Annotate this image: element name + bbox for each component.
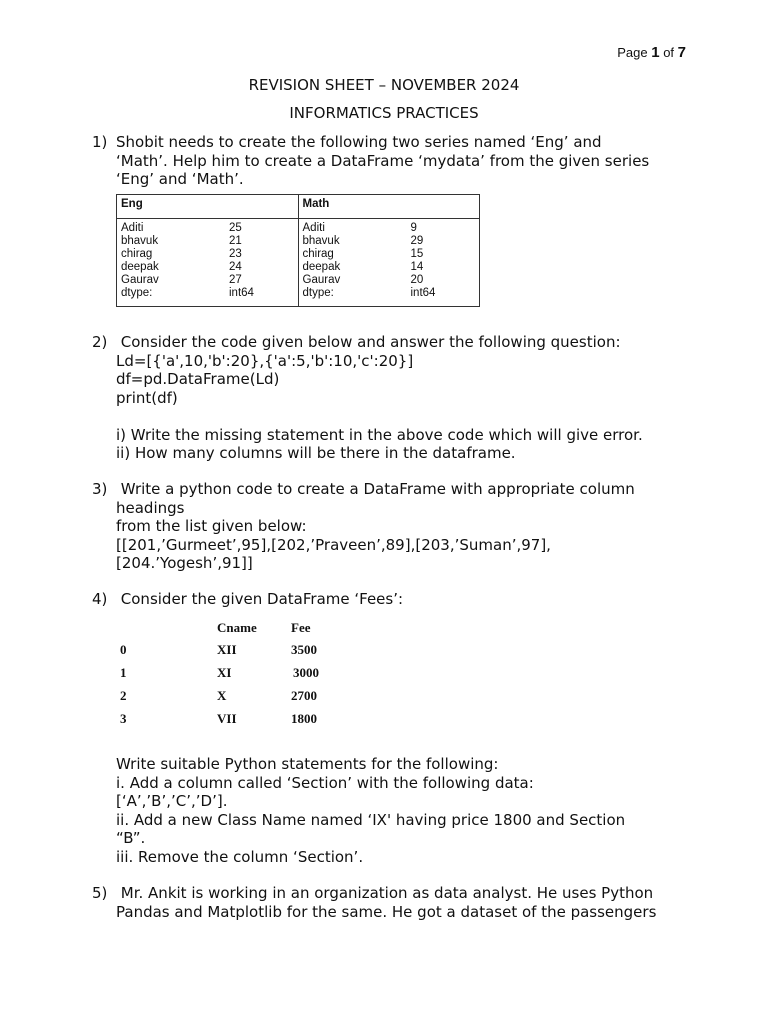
question-text: headings <box>116 498 185 517</box>
question-text: ii. Add a new Class Name named ‘IX' having price 1800 and Section <box>116 810 626 829</box>
question-text: Shobit needs to create the following two series named ‘Eng’ and <box>116 133 602 151</box>
table-row <box>121 287 294 300</box>
question-text: Write suitable Python statements for the following: <box>116 755 499 773</box>
math-series <box>298 219 480 307</box>
table-row <box>303 235 476 248</box>
fee-cell: 1800 <box>291 711 317 726</box>
row-label: Aditi <box>302 222 325 234</box>
question-text: “B”. <box>116 829 146 847</box>
table-row <box>121 248 294 261</box>
row-label: dtype: <box>121 287 153 299</box>
fee-cell: 3500 <box>291 642 317 657</box>
row-index: 3 <box>120 711 127 726</box>
row-value: 15 <box>410 248 424 260</box>
row-label: deepak <box>302 261 341 273</box>
table-row <box>303 287 476 300</box>
question-number: 3) <box>92 480 108 498</box>
fee-cell: 3000 <box>293 665 319 680</box>
row-label: Gaurav <box>121 274 159 286</box>
row-value: 9 <box>410 222 417 234</box>
code-line: df=pd.DataFrame(Ld) <box>116 370 280 388</box>
question-4 <box>92 590 692 609</box>
question-text: [204.’Yogesh’,91]] <box>116 554 253 572</box>
question-number: 5) <box>92 884 108 902</box>
eng-math-table <box>116 194 480 307</box>
row-value: 23 <box>229 248 242 260</box>
row-label: bhavuk <box>302 235 340 247</box>
question-4-tasks <box>92 755 692 866</box>
question-text: [‘A’,’B’,’C’,’D’]. <box>116 792 228 810</box>
fee-cell: 2700 <box>291 688 317 703</box>
page-number <box>617 44 686 61</box>
table-row <box>121 261 294 274</box>
row-value: 29 <box>410 235 424 247</box>
question-3 <box>92 480 692 573</box>
row-value: 25 <box>229 222 242 234</box>
cname-cell: X <box>217 688 227 703</box>
column-header: Fee <box>291 620 311 635</box>
table-row <box>303 261 476 274</box>
row-value: int64 <box>410 287 436 299</box>
row-value: int64 <box>229 287 254 299</box>
cname-cell: VII <box>217 711 237 726</box>
question-text: Mr. Ankit is working in an organization as data analyst. He uses Python <box>116 884 654 902</box>
row-label: bhavuk <box>121 235 159 247</box>
question-text: Consider the code given below and answer the following question: <box>116 333 621 351</box>
table-row <box>303 274 476 287</box>
row-value: 20 <box>410 274 424 286</box>
question-number: 1) <box>92 133 108 151</box>
row-value: 21 <box>229 235 242 247</box>
document-subtitle: INFORMATICS PRACTICES <box>289 104 479 122</box>
row-label: Aditi <box>121 222 144 234</box>
table-row <box>303 248 476 261</box>
question-text: i. Add a column called ‘Section’ with the following data: <box>116 773 534 792</box>
question-text: Write a python code to create a DataFrame with appropriate column <box>116 480 635 498</box>
question-text: Pandas and Matplotlib for the same. He got a dataset of the passengers <box>116 902 657 921</box>
page-of: of <box>663 45 675 60</box>
row-label: dtype: <box>302 287 334 299</box>
row-value: 24 <box>229 261 242 273</box>
code-line: print(df) <box>116 388 178 407</box>
question-number: 2) <box>92 333 108 351</box>
row-index: 1 <box>120 665 127 680</box>
code-line: Ld=[{'a',10,'b':20},{'a':5,'b':10,'c':20}] <box>116 351 414 370</box>
row-index: 2 <box>120 688 127 703</box>
question-text: ‘Math’. Help him to create a DataFrame ‘mydata’ from the given series <box>116 151 650 170</box>
cname-cell: XII <box>217 642 237 657</box>
row-value: 14 <box>410 261 424 273</box>
document-title: REVISION SHEET – NOVEMBER 2024 <box>248 76 520 94</box>
table-row <box>121 274 294 287</box>
cname-cell: XI <box>217 665 232 680</box>
row-value: 27 <box>229 274 242 286</box>
question-2 <box>92 333 692 463</box>
question-text: [[201,’Gurmeet’,95],[202,’Praveen’,89],[203,’Suman’,97], <box>116 535 551 554</box>
question-1 <box>92 133 692 189</box>
math-header: Math <box>298 195 480 219</box>
blank-line <box>116 407 692 426</box>
row-label: chirag <box>302 248 334 260</box>
question-text: from the list given below: <box>116 517 307 535</box>
page-label: Page <box>617 45 648 60</box>
row-label: deepak <box>121 261 159 273</box>
column-header: Cname <box>217 620 257 635</box>
question-text: i) Write the missing statement in the above code which will give error. <box>116 425 643 444</box>
table-row <box>121 222 294 235</box>
eng-series <box>117 219 299 307</box>
question-text: ii) How many columns will be there in the dataframe. <box>116 444 516 462</box>
question-text: ‘Eng’ and ‘Math’. <box>116 170 244 188</box>
row-label: Gaurav <box>302 274 341 286</box>
row-label: chirag <box>121 248 153 260</box>
question-5 <box>92 884 692 921</box>
question-text: Consider the given DataFrame ‘Fees’: <box>116 590 404 608</box>
page-current: 1 <box>651 44 660 61</box>
page-total: 7 <box>677 44 686 61</box>
table-row <box>121 235 294 248</box>
eng-header: Eng <box>117 195 299 219</box>
row-index: 0 <box>120 642 127 657</box>
question-text: iii. Remove the column ‘Section’. <box>116 847 364 866</box>
question-number: 4) <box>92 590 108 608</box>
table-row <box>303 222 476 235</box>
